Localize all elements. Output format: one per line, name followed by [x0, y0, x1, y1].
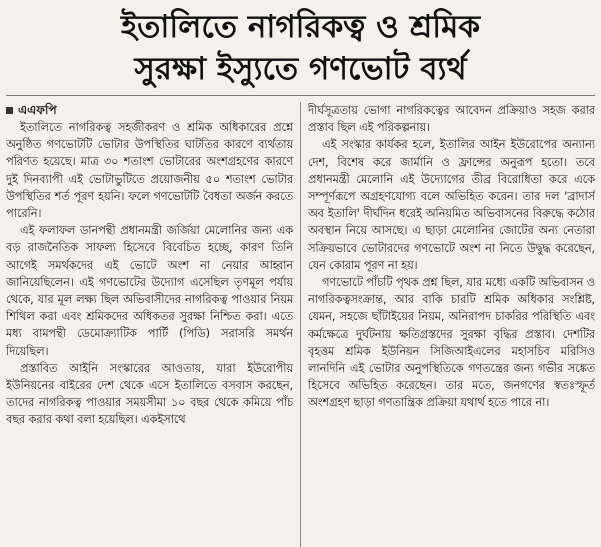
- headline-line-1: ইতালিতে নাগরিকত্ব ও শ্রমিক: [120, 9, 481, 45]
- paragraph: দীর্ঘসূত্রতায় ভোগা নাগরিকত্বের আবেদন প্রক্রিয়াও সহজ করার প্রস্তাব ছিল এই পরিকল্পনায়।: [308, 104, 595, 135]
- dateline-source: এএফপি: [18, 103, 57, 117]
- left-column: [6, 102, 300, 547]
- right-column: [300, 102, 595, 547]
- article-body: [6, 102, 595, 547]
- paragraph: প্রস্তাবিত আইনি সংস্কারের আওতায়, যারা ইউরোপীয় ইউনিয়নের বাইরের দেশ থেকে এসে ইতালিতে বসবাস করছেন, তাদের নাগরিকত্ব পাওয়ার সময়সীমা ১০ বছর থেকে কমিয়ে পাঁচ বছর করার কথা বলা হয়েছিল। একইসাথে: [6, 361, 293, 427]
- paragraph: এই ফলাফল ডানপন্থী প্রধানমন্ত্রী জর্জিয়া মেলোনির জন্য এক বড় রাজনৈতিক সাফল্য হিসেবে বিবেচিত হচ্ছে, কারণ তিনি আগেই সমর্থকদের এই ভোটে অংশ না নেয়ার আহ্বান জানিয়েছিলেন। এই গণভোটের উদ্যোগ এসেছিল তৃণমূল পর্যায় থেকে, যার মূল লক্ষ্য ছিল অভিবাসীদের নাগরিকত্ব পাওয়ার নিয়ম শিথিল করা এবং শ্রমিকদের অধিকতর সুরক্ষা নিশ্চিত করা। এতে মধ্য বামপন্থী ডেমোক্র্যাটিক পার্টি (পিডি) সরাসরি সমর্থন দিয়েছিল।: [6, 224, 293, 358]
- headline-divider: [6, 95, 595, 96]
- paragraph: এই সংস্কার কার্যকর হলে, ইতালির আইন ইউরোপের অন্যান্য দেশ, বিশেষ করে জার্মানি ও ফ্রান্সের অনুরূপ হতো। তবে প্রধানমন্ত্রী মেলোনি এই উদ্যোগের তীব্র বিরোধিতা করে একে সম্পূর্ণরূপে অগ্রহণযোগ্য বলে অভিহিত করেন। তার দল 'ব্রাদার্স অব ইতালি' দীর্ঘদিন ধরেই অনিয়মিত অভিবাসনের বিরুদ্ধে কঠোর অবস্থান নিয়ে আসছে। এ ছাড়া মেলোনির জোটের অন্য নেতারা সক্রিয়ভাবে ভোটারদের গণভোটে অংশ না নিতে উদ্বুদ্ধ করেছেন, যেন কোরাম পূরণ না হয়।: [308, 138, 595, 272]
- square-bullet-icon: [6, 107, 13, 114]
- paragraph: ইতালিতে নাগরিকত্ব সহজীকরণ ও শ্রমিক অধিকারের প্রশ্নে অনুষ্ঠিত গণভোটটি ভোটার উপস্থিতির ঘাটতির কারণে ব্যর্থতায় পরিণত হয়েছে। মাত্র ৩০ শতাংশ ভোটারের অংশগ্রহণের কারণে দুই দিনব্যাপী এই ভোটাভুটিতে প্রয়োজনীয় ৫০ শতাংশ ভোটার উপস্থিতির শর্ত পূরণ হয়নি। ফলে গণভোটটি বৈধতা অর্জন করতে পারেনি।: [6, 121, 293, 221]
- headline-line-2: সুরক্ষা ইস্যুতে গণভোট ব্যর্থ: [134, 51, 467, 87]
- dateline: [6, 102, 293, 119]
- paragraph: গণভোটে পাঁচটি পৃথক প্রশ্ন ছিল, যার মধ্যে একটি অভিবাসন ও নাগরিকত্বসংক্রান্ত, আর বাকি চারটি শ্রমিক অধিকার সংশ্লিষ্ট, যেমন, সহজে ছাঁটাইয়ের নিয়ম, অনিরাপদ চাকরির পরিস্থিতি এবং কর্মক্ষেত্রে দুর্ঘটনায় ক্ষতিগ্রস্তদের সুরক্ষা বৃদ্ধির প্রস্তাব। দেশটির বৃহত্তম শ্রমিক ইউনিয়ন সিজিআইএলের মহাসচিব মরিসিও লানদিনি এই ভোটার অনুপস্থিতিকে গণতন্ত্রের জন্য গভীর সঙ্কেত হিসেবে অভিহিত করেছেন। তার মতে, জনগণের স্বতঃস্ফূর্ত অংশগ্রহণ ছাড়া গণতান্ত্রিক প্রক্রিয়া যথার্থ হতে পারে না।: [308, 276, 595, 410]
